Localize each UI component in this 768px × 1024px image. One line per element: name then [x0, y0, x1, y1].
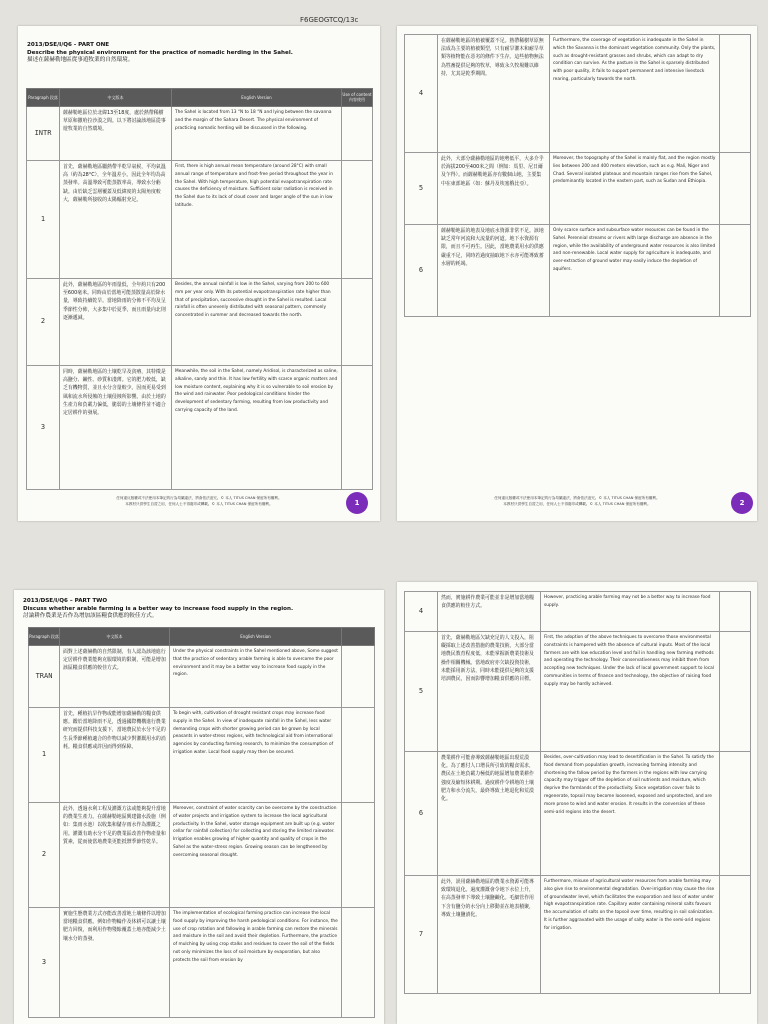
- english-text: Furthermore, the coverage of vegetation is inadequate in the Sahel in which the Savanna is the dominant vegetation community. Only the plants, such as drought-resistant grasses and shrubs, which can adapt to dry condition can survive. As the pasture in the Sahel is sparsely distributed with poor quality, it fails to support permanent and intensive livestock rearing, particularly towards the north.: [550, 35, 720, 153]
- chinese-text: 此外，誤用薩赫勒地區的農業水資源可能導致環境退化。過度灌溉會令地下水位上升，在高蒸發率下導致土壤鹽鹼化。毛細管作用下含有鹽分的水分向上移動並在地表積聚，導致土壤鹽漬化。: [438, 876, 541, 994]
- page-2: [397, 26, 757, 521]
- chinese-text: 同時，薩赫勒地區的土壤乾旱及貧瘠，其特徵是高鹽分、鹼性、砂質和淺薄。它的肥力較低，缺乏有機物質，並且水分含量較少。因而更易受到風和流水所侵蝕的土壤侵蝕所影響。由於土地的生產力和負載力偏低，脆弱的土壤條件並不適合定居耕作的發展。: [60, 366, 172, 490]
- paragraph-label: 7: [405, 876, 438, 994]
- table-row: [29, 803, 375, 908]
- use-cell: [720, 225, 751, 317]
- english-text: First, there is high annual mean temperature (around 28°C) with small annual range of temperature and frost-free period throughout the year in the Sahel. With high temperature, high potential evapotranspiration rate causes the deficiency of moisture. Sufficient solar radiation is received in the Sahel due to its lack of cloud cover and larger angle of the sun in low latitude.: [172, 161, 342, 279]
- use-cell: [720, 876, 751, 994]
- footer-line: 任何違反版權或不法使用本筆記的行為均屬違法，將會依法追究。© 本人 TITUS CHAN 保留所有權利。: [116, 496, 282, 500]
- answer-table: [26, 88, 373, 490]
- use-cell: [342, 646, 375, 708]
- use-cell: [342, 279, 373, 366]
- chinese-text: 實施生態農業方式亦能改善當地土壤條件以增加當地糧食供應。例如作物輪作及休耕可以讓土壤肥力回復，而利用作物殘餘覆蓋土地亦能減少土壤水分的蒸發。: [60, 908, 170, 1018]
- english-text: Only scarce surface and subsurface water resources can be found in the Sahel. Perennial streams or rivers with large discharge are absence in the region, while the availability of underground water resources is also limited and non-renewable. Local water supply for agriculture is inadequate, and over-extraction of ground water may easily induce the depletion of aquifers.: [550, 225, 720, 317]
- paragraph-label: 3: [29, 908, 60, 1018]
- english-text: The Sahel is located from 13 °N to 18 °N and lying between the savanna and the margin of the Sahara Desert. The physical environment of practicing nomadic herding will be discussed in the following.: [172, 107, 342, 161]
- use-cell: [720, 592, 751, 632]
- page-3: [14, 590, 384, 1024]
- table-row: [29, 908, 375, 1018]
- paragraph-label: 1: [29, 708, 60, 803]
- use-cell: [720, 752, 751, 876]
- paragraph-label: 5: [405, 632, 438, 752]
- document-code: F6GEOGTCQ/13c: [300, 16, 359, 24]
- use-cell: [342, 908, 375, 1018]
- footer-line: 本教材只供學生自習之用，任何人士不得複印或轉載。© 本人 TITUS CHAN 保留所有權利。: [125, 502, 273, 506]
- col-header-chinese: 中文版本: [60, 89, 172, 107]
- col-header-paragraph: Paragraph 段落: [27, 89, 60, 107]
- chinese-text: 農業耕作可能會導致薩赫勒地區出現荒漠化。為了應付人口增長所引致的糧食需求，農民在土地負載力極低的地區增加農業耕作強度及縮短休耕期。過度耕作令耕地的土壤肥力和水分流失，最終導致土地退化和荒漠化。: [438, 752, 541, 876]
- paragraph-label: 3: [27, 366, 60, 490]
- table-row: [405, 592, 751, 632]
- english-text: Moreover, constraint of water scarcity can be overcome by the construction of water projects and irrigation system to increase the local agricultural productivity. In the Sahel, water storage equipment are built up (e.g. water cellar for rainfall collection) for collecting and storing the limited rainwater. Irrigation enables growing of higher quantity and quality of crops in the Sahel as the water-stress region. Growing season can be lengthened by overcoming seasonal drought.: [170, 803, 342, 908]
- page-3-heading: [23, 598, 375, 621]
- paragraph-label: 2: [27, 279, 60, 366]
- paragraph-label: 4: [405, 35, 438, 153]
- paragraph-label: 4: [405, 592, 438, 632]
- english-text: However, practicing arable farming may not be a better way to increase food supply.: [541, 592, 720, 632]
- english-text: Furthermore, misuse of agricultural water resources from arable farming may also give rise to environmental degradation. Over-irrigation may cause the rise of groundwater level, which facilitates the evaporation and loss of water under high evapotranspiration rate. Capillary water containing mineral salts favours the accumulation of salts on the topsoil over time, resulting in soil salinization. It is further aggravated with the usage of salty water in the semi-arid regions for irrigation.: [541, 876, 720, 994]
- table-row: [29, 708, 375, 803]
- copyright-footer: [437, 495, 717, 507]
- question-code: 2013/DSE/I/Q6 - PART ONE: [27, 42, 110, 48]
- col-header-english: English Version: [170, 628, 342, 646]
- table-row: [405, 35, 751, 153]
- question-task: Discuss whether arable farming is a better way to increase food supply in the region.: [23, 605, 294, 612]
- use-cell: [342, 161, 373, 279]
- table-row: [405, 225, 751, 317]
- use-cell: [720, 35, 751, 153]
- use-cell: [342, 708, 375, 803]
- page-1-heading: [27, 42, 371, 65]
- english-text: Under the physical constraints in the Sahel mentioned above, Some suggest that the practice of sedentary arable farming is able to overcome the poor environment and it may be a better way to increase food supply in the region.: [170, 646, 342, 708]
- table-row: [27, 107, 373, 161]
- english-text: Besides, the annual rainfall is low in the Sahel, varying from 200 to 600 mm per year only. With its potential evapotranspiration rate higher than that of precipitation, successive drought in the Sahel is resulted. Local rainfall is often unevenly distributed with seasonal pattern, commonly concentrated in summer and decreased towards the north.: [172, 279, 342, 366]
- english-text: The implementation of ecological farming practice can increase the local food supply by improving the harsh pedological conditions. For instance, the use of crop rotation and fallowing in arable farming can restore the minerals and moisture in the soil and avoid their depletion. Furthermore, the practice of mulching by using crop stalks and residues to cover the soil of the fields not only minimizes the loss of soil moisture by evaporation, but also protects the soil from erosion by: [170, 908, 342, 1018]
- table-row: [405, 632, 751, 752]
- chinese-text: 然而，實施耕作農業可能並非是增加當地糧食供應的較佳方式。: [438, 592, 541, 632]
- table-row: [27, 279, 373, 366]
- chinese-text: 薩赫勒地區位於北緯13至18度，處於熱帶稀樹草原和撒哈拉沙漠之間。以下將討論該地區從事遊牧業的自然環境。: [60, 107, 172, 161]
- chinese-text: 首先，種植抗旱作物或能增加薩赫勒的糧食供應。鑑於當地降雨不足，透過國際機構進行農業研究而提供科技支援下，當地農民於水分不足的生長季節種植適合的作物以減少對灌溉用水的消耗。糧食供應或許因而得到保障。: [60, 708, 170, 803]
- table-row: [405, 876, 751, 994]
- col-header-paragraph: Paragraph 段落: [29, 628, 60, 646]
- page-number-badge: 1: [346, 492, 368, 514]
- footer-line: 本教材只供學生自習之用，任何人士不得複印或轉載。© 本人 TITUS CHAN 保留所有權利。: [503, 502, 651, 506]
- english-text: Besides, over-cultivation may lead to desertification in the Sahel. To satisfy the food demand from population growth, increasing farming intensity and shortening the fallow period by the farmers in the regions with low carrying capacity may trigger off the depletion of soil nutrients and moisture, which deprive the farmlands of the productivity. Since vegetation cover fails to regenerate, topsoil may become loosened, exposed and unprotected, and are more prone to wind and water erosion. It results in the conversion of these semi-arid regions into the desert.: [541, 752, 720, 876]
- answer-table: [404, 34, 751, 317]
- question-task-zh: 描述在薩赫勒地區從事遊牧業的自然環境。: [27, 57, 134, 63]
- chinese-text: 首先，薩赫勒地區欠缺充足的人文投入，阻礙採取上述改善措施的農業技術。大部分當地農民教育程度低，未能掌握新農業技術及操作相關機械。當地政府亦欠缺投資技術，未能採用新方法，同時未能提供足夠的支援培訓農民，因而影響增加糧食供應的目標。: [438, 632, 541, 752]
- question-task-zh: 討論耕作農業是否作為增加該區糧食供應的較佳方式。: [23, 613, 158, 619]
- col-header-use: [342, 628, 375, 646]
- question-task: Describe the physical environment for the practice of nomadic herding in the Sahel.: [27, 49, 293, 56]
- question-code: 2013/DSE/I/Q6 – PART TWO: [23, 598, 108, 604]
- paragraph-label: INTR: [27, 107, 60, 161]
- page-1: [18, 26, 380, 521]
- answer-table: [28, 627, 375, 1018]
- table-row: [27, 161, 373, 279]
- table-row: [27, 366, 373, 490]
- chinese-text: 薩赫勒地區的地表及地底水資源非常不足。該地缺乏常年河流和大流量的河道。地下水資源有限，而且不可再生。因此，當地農業用水的供應嚴重不足，同時若過度抽取地下水亦可能導致蓄水層的耗竭。: [438, 225, 550, 317]
- use-cell: [342, 366, 373, 490]
- page-number-badge: 2: [731, 492, 753, 514]
- english-text: To begin with, cultivation of drought resistant crops may increase food supply in the Sahel. In view of inadequate rainfall in the Sahel, less water demanding crops with shorter growing period can be grown by local peasants in water-stress regions, with technological aid from international agencies by conducting farming research, to minimize the consumption of irrigation water. Local food supply may then be secured.: [170, 708, 342, 803]
- footer-line: 任何違反版權或不法使用本筆記的行為均屬違法，將會依法追究。© 本人 TITUS CHAN 保留所有權利。: [494, 496, 660, 500]
- english-text: Meanwhile, the soil in the Sahel, namely Aridisol, is characterized as saline, alkaline, sandy and thin. It has low fertility with scarce organic matters and low moisture content, explaining why it is so vulnerable to soil erosion by the wind and rainwater. Poor pedological conditions hinder the development of sedentary farming, resulting from low productivity and carrying capacity of the land.: [172, 366, 342, 490]
- use-cell: [720, 632, 751, 752]
- chinese-text: 此外，大部分薩赫勒地區的地勢低平，大多介乎於海拔200至400米之間（例如：馬里、尼日爾及乍得）。而薩赫勒地區亦有數個山地，主要集中在東部地區（如：蘇丹及埃塞俄比亞）。: [438, 153, 550, 225]
- table-row: [405, 752, 751, 876]
- paragraph-label: 6: [405, 752, 438, 876]
- use-cell: [342, 803, 375, 908]
- table-row: [29, 646, 375, 708]
- paragraph-label: 6: [405, 225, 438, 317]
- page-4: [397, 582, 757, 1024]
- chinese-text: 首先，薩赫勒地區屬熱帶半乾旱氣候，平均氣溫高（約為28°C），全年溫差小。因此全年均為高蒸發率。高溫導致可能蒸散率高，導致水分虧缺。由於缺乏雲層覆蓋及低緯度的太陽角度較大，薩赫勒所接收的太陽輻射充足。: [60, 161, 172, 279]
- paragraph-label: 5: [405, 153, 438, 225]
- chinese-text: 面對上述薩赫勒的自然限制，有人認為該地進行定居耕作農業能夠克服環境的限制，可能是增加該區糧食供應的較佳方式。: [60, 646, 170, 708]
- col-header-chinese: 中文版本: [60, 628, 170, 646]
- paragraph-label: 2: [29, 803, 60, 908]
- answer-table: [404, 591, 751, 994]
- english-text: Moreover, the topography of the Sahel is mainly flat, and the region mostly lies between 200 and 400 meters elevation, such as e.g. Mali, Niger and Chad. Several isolated plateaus and mountain ranges rise from the Sahel, predominantly located in the eastern part, such as Sudan and Ethiopia.: [550, 153, 720, 225]
- copyright-footer: [58, 495, 340, 507]
- table-row: [405, 153, 751, 225]
- chinese-text: 此外，透過水利工程及灌溉方法或能夠提升當地的農業生產力。在薩赫勒地區興建儲水設施（例如：集雨水池）以收集和儲存雨水作為灌溉之用。灌溉有助水分不足的農業區改善作物產量和質素，從而使當地農業更能抵禦季節性乾旱。: [60, 803, 170, 908]
- chinese-text: 此外，薩赫勒地區的年雨量低，全年約只有200至600毫米。同時由於當地可能蒸散量高於降水量，導致持續乾旱。當地降雨的分佈不平均及呈季節性分佈，大多集中於夏季，而且雨量向北則逐漸遞減。: [60, 279, 172, 366]
- col-header-english: English Version: [172, 89, 342, 107]
- use-cell: [342, 107, 373, 161]
- paragraph-label: 1: [27, 161, 60, 279]
- col-header-use: Use of content 內容使用: [342, 89, 373, 107]
- use-cell: [720, 153, 751, 225]
- english-text: First, the adoption of the above techniques to overcome those environmental constraints is hampered with the absence of cultural inputs. Most of the local farmers are with low education level and fail in handling new farming methods and operating the technology. Their conservativeness may inhibit them from accepting new techniques. Under the lack of local government support to local communities in terms of finance and technology, the objective of raising food supply may be hardly achieved.: [541, 632, 720, 752]
- paragraph-label: TRAN: [29, 646, 60, 708]
- chinese-text: 在薩赫勒地區的植被覆蓋不足。熱帶稀樹草原無法成為主要的植被類型，只有耐旱灌木和耐旱草類等植物能在惡劣的條件下生存。這些植物無法為牲畜提供足夠的牧草，導致永久牧場難以維持，尤其是乾季期間。: [438, 35, 550, 153]
